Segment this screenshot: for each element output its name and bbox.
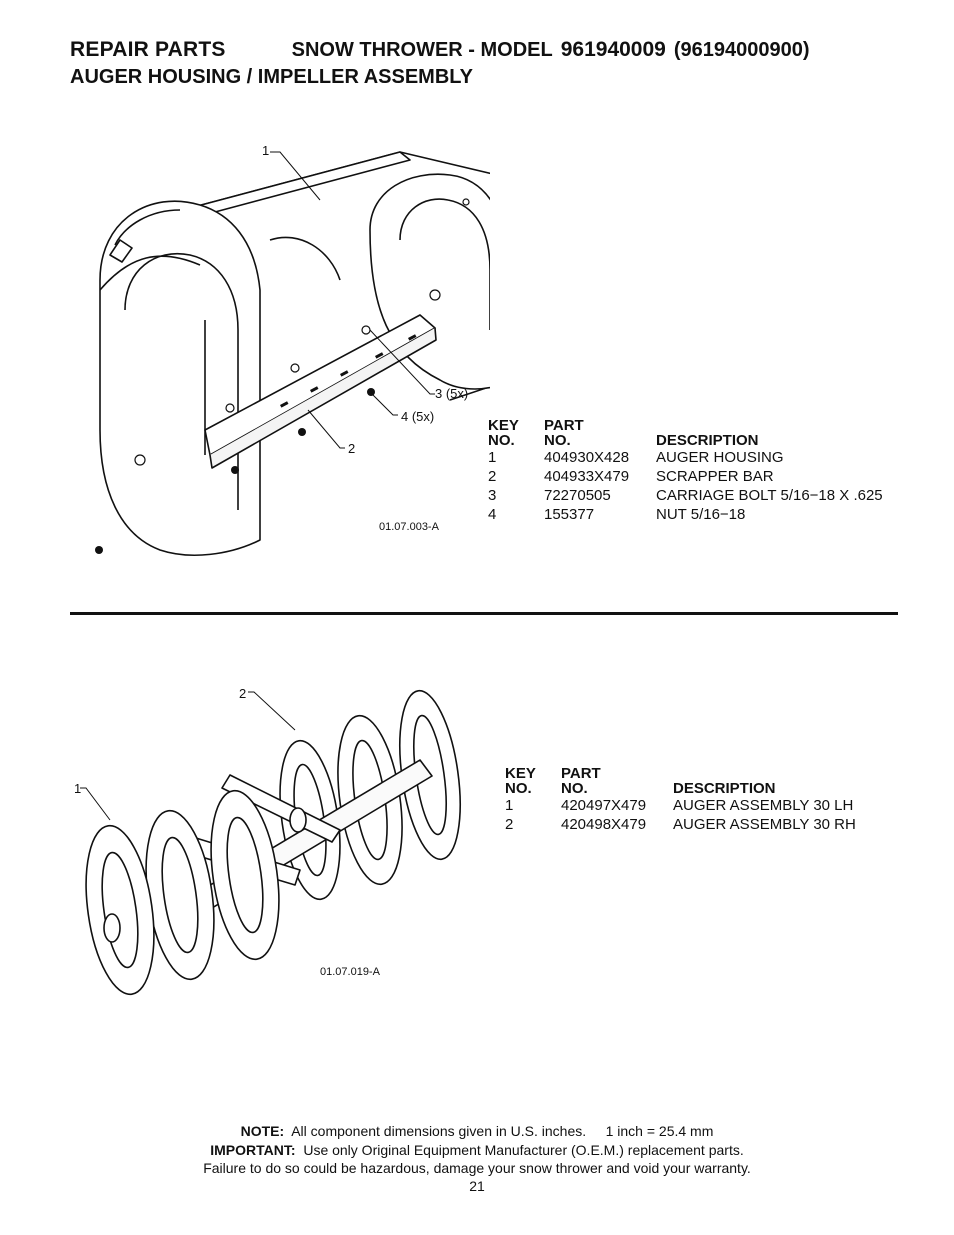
- footer-important: [0, 1141, 954, 1159]
- model-number: 961940009: [560, 38, 666, 61]
- table-row: 3 72270505 CARRIAGE BOLT 5/16−18 X .625: [488, 487, 883, 504]
- table-row: 2 404933X479 SCRAPPER BAR: [488, 468, 774, 485]
- callout-4: 4 (5x): [401, 409, 435, 424]
- table-row: 4 155377 NUT 5/16−18: [488, 506, 746, 523]
- callout-2-auger: 2: [239, 686, 247, 701]
- callout-1: 1: [262, 143, 270, 158]
- drawing-number-2: 01.07.019-A: [320, 966, 380, 978]
- section-divider: [70, 612, 898, 615]
- section-title: AUGER HOUSING / IMPELLER ASSEMBLY: [70, 66, 474, 88]
- auger-assembly-diagram: [70, 680, 470, 1000]
- part-no-header: PART NO.: [544, 417, 584, 449]
- important-text: Use only Original Equipment Manufacturer (O.E.M.) replacement parts.: [303, 1142, 744, 1158]
- important-label: IMPORTANT:: [210, 1142, 296, 1158]
- table-row: 2 420498X479 AUGER ASSEMBLY 30 RH: [505, 816, 856, 833]
- callout-2: 2: [348, 441, 356, 456]
- description-header: DESCRIPTION: [656, 432, 759, 449]
- callout-1-auger: 1: [74, 781, 82, 796]
- model-alt-number: (96194000900): [673, 39, 810, 61]
- footer-note: [0, 1122, 954, 1140]
- model-heading: SNOW THROWER - MODEL: [291, 39, 553, 61]
- key-no-header: KEY NO.: [505, 765, 536, 797]
- note-label: NOTE:: [240, 1123, 285, 1139]
- key-no-header: KEY NO.: [488, 417, 519, 449]
- table-row: 1 404930X428 AUGER HOUSING: [488, 449, 784, 466]
- table-header-row: [488, 418, 883, 448]
- table-header-row: [505, 766, 856, 796]
- repair-parts-heading: REPAIR PARTS: [70, 38, 226, 61]
- callout-3: 3 (5x): [435, 386, 469, 401]
- description-header: DESCRIPTION: [673, 780, 776, 797]
- conversion-text: 1 inch = 25.4 mm: [605, 1123, 714, 1139]
- auger-housing-diagram: [70, 130, 490, 570]
- note-text: All component dimensions given in U.S. inches.: [291, 1123, 587, 1139]
- drawing-number-1: 01.07.003-A: [379, 521, 439, 533]
- page-title: [70, 38, 810, 62]
- footer-warning: Failure to do so could be hazardous, damage your snow thrower and void your warranty.: [203, 1160, 751, 1176]
- page-number: 21: [469, 1178, 485, 1194]
- parts-table-auger: [505, 766, 856, 834]
- table-row: 1 420497X479 AUGER ASSEMBLY 30 LH: [505, 797, 854, 814]
- parts-table-housing: [488, 418, 883, 524]
- part-no-header: PART NO.: [561, 765, 601, 797]
